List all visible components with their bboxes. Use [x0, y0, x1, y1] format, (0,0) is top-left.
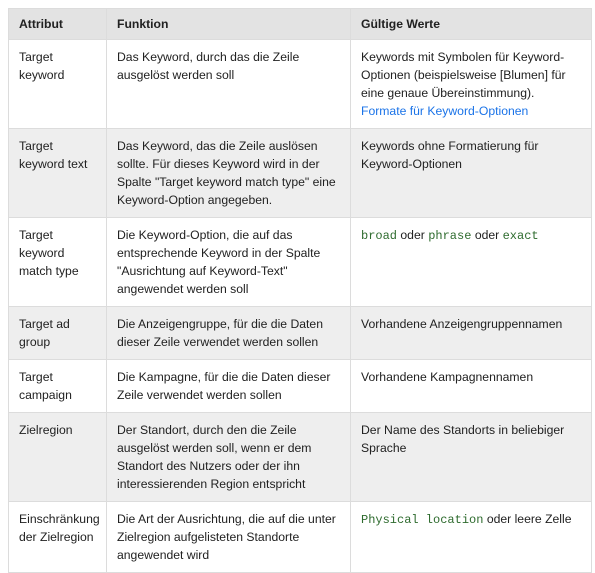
attribute-table	[8, 8, 592, 573]
code-phrase: phrase	[428, 229, 472, 243]
cell-function: Die Kampagne, für die die Daten dieser Zeile verwendet werden sollen	[107, 360, 351, 413]
table-row	[9, 307, 592, 360]
code-exact: exact	[502, 229, 539, 243]
table-row	[9, 413, 592, 502]
keyword-options-link[interactable]: Formate für Keyword-Optionen	[361, 104, 529, 118]
cell-attribute: Target keyword match type	[9, 218, 107, 307]
cell-function: Die Art der Ausrichtung, die auf die unter Zielregion aufgelisteten Standorte angewendet wird	[107, 502, 351, 573]
separator-text: oder leere Zelle	[486, 512, 572, 526]
cell-function: Das Keyword, das die Zeile auslösen sollte. Für dieses Keyword wird in der Spalte "Target keyword match type" eine Keyword-Option angegeben.	[107, 129, 351, 218]
table-row	[9, 40, 592, 129]
cell-function: Der Standort, durch den die Zeile ausgelöst werden soll, wenn er dem Standort des Nutzers oder der ihn interessierenden Region entspricht	[107, 413, 351, 502]
cell-values: Keywords ohne Formatierung für Keyword-Optionen	[351, 129, 592, 218]
cell-values	[351, 218, 592, 307]
separator-text: oder	[400, 228, 425, 242]
table-header-row	[9, 9, 592, 40]
code-physical-location: Physical location	[361, 513, 484, 527]
header-gueltige-werte: Gültige Werte	[351, 9, 592, 40]
cell-values	[351, 40, 592, 129]
table-row	[9, 360, 592, 413]
cell-attribute: Einschränkung der Zielregion	[9, 502, 107, 573]
cell-values	[351, 502, 592, 573]
cell-values: Der Name des Standorts in beliebiger Sprache	[351, 413, 592, 502]
attribute-table-container	[8, 8, 591, 573]
cell-function: Die Keyword-Option, die auf das entsprechende Keyword in der Spalte "Ausrichtung auf Keyword-Text" angewendet werden soll	[107, 218, 351, 307]
header-attribut: Attribut	[9, 9, 107, 40]
cell-values: Vorhandene Anzeigengruppennamen	[351, 307, 592, 360]
table-row	[9, 218, 592, 307]
cell-attribute: Target keyword	[9, 40, 107, 129]
cell-attribute: Target campaign	[9, 360, 107, 413]
cell-function: Das Keyword, durch das die Zeile ausgelöst werden soll	[107, 40, 351, 129]
values-text: Keywords mit Symbolen für Keyword-Optionen (beispielsweise [Blumen] für eine genaue Übereinstimmung).	[361, 50, 566, 100]
table-row	[9, 129, 592, 218]
cell-values: Vorhandene Kampagnennamen	[351, 360, 592, 413]
table-row	[9, 502, 592, 573]
cell-attribute: Target ad group	[9, 307, 107, 360]
code-broad: broad	[361, 229, 398, 243]
cell-attribute: Zielregion	[9, 413, 107, 502]
cell-function: Die Anzeigengruppe, für die die Daten dieser Zeile verwendet werden sollen	[107, 307, 351, 360]
cell-attribute: Target keyword text	[9, 129, 107, 218]
header-funktion: Funktion	[107, 9, 351, 40]
separator-text: oder	[474, 228, 500, 242]
